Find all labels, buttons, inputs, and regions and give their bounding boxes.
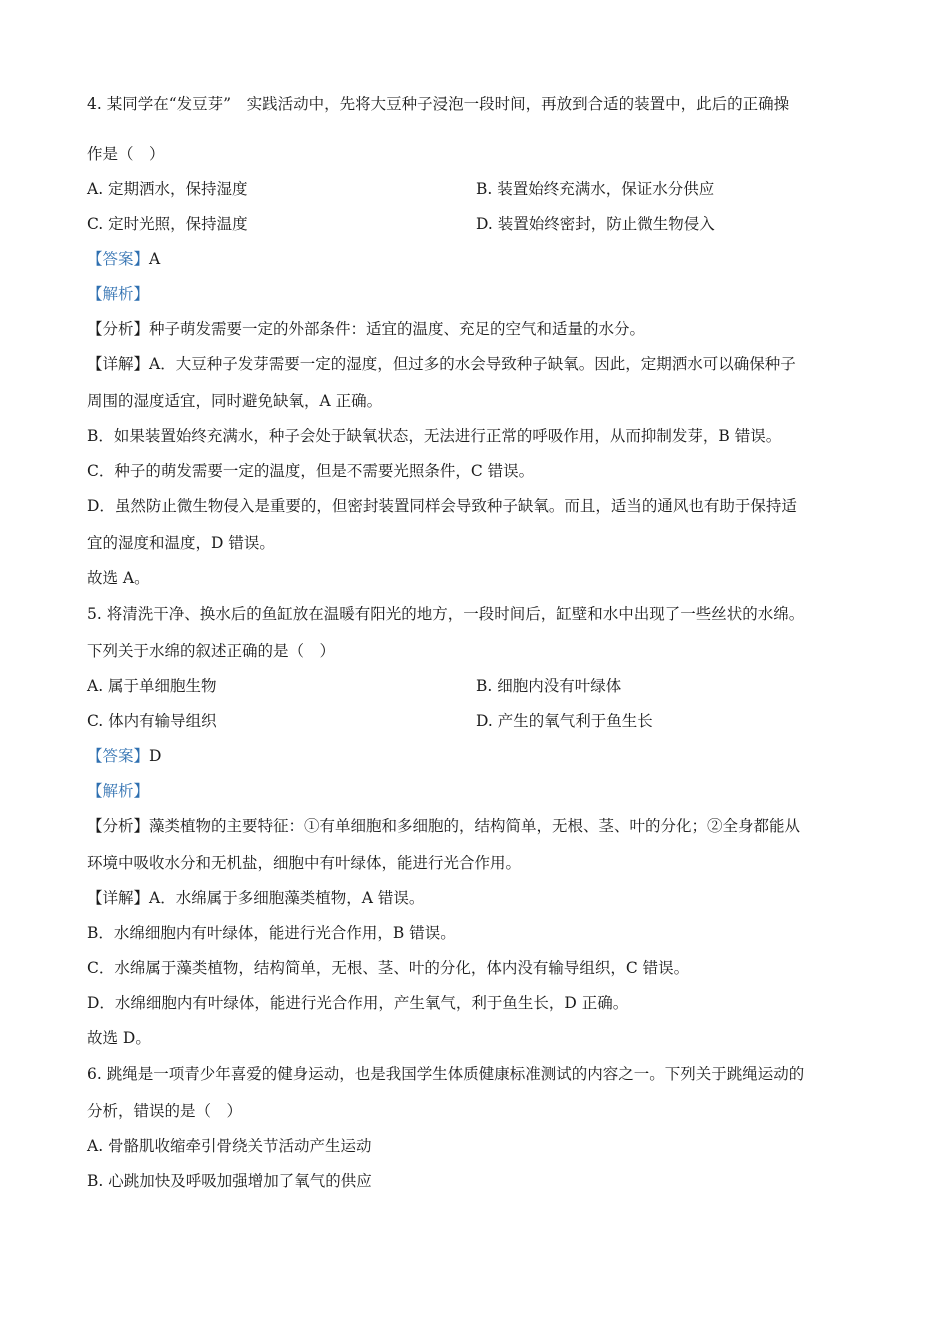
- q4-xiangjie-d-line1: D．虽然防止微生物侵入是重要的，但密封装置同样会导致种子缺氧。而且，适当的通风也有助于保持适: [87, 497, 797, 515]
- q4-option-a: A. 定期洒水，保持湿度: [87, 180, 248, 198]
- q4-xiangjie-a-line2: 周围的湿度适宜，同时避免缺氧，A 正确。: [87, 392, 383, 410]
- xiangjie-tag: 【详解】: [87, 355, 150, 373]
- fenxi-tag: 【分析】: [87, 320, 150, 338]
- q5-xiangjie-d: D．水绵细胞内有叶绿体，能进行光合作用，产生氧气，利于鱼生长，D 正确。: [87, 994, 629, 1012]
- q4-xiangjie-c: C．种子的萌发需要一定的温度，但是不需要光照条件，C 错误。: [87, 462, 535, 480]
- answer-tag: 【答案】: [87, 747, 150, 765]
- q5-xiangjie-a: [87, 887, 424, 909]
- q5-fenxi-line2: 环境中吸收水分和无机盐，细胞中有叶绿体，能进行光合作用。: [87, 854, 522, 872]
- q4-stem-line1: 4. 某同学在“发豆芽” 实践活动中，先将大豆种子浸泡一段时间，再放到合适的装置中，此后的正确操: [87, 95, 790, 113]
- q4-option-b: B. 装置始终充满水，保证水分供应: [476, 180, 715, 198]
- q4-xiangjie-a-line1: [87, 353, 796, 375]
- analysis-tag: 【解析】: [87, 782, 150, 800]
- xiangjie-tag: 【详解】: [87, 889, 150, 907]
- q4-xiangjie-d-line2: 宜的湿度和温度，D 错误。: [87, 534, 275, 552]
- q6-option-b: B. 心跳加快及呼吸加强增加了氧气的供应: [87, 1172, 372, 1190]
- fenxi-tag: 【分析】: [87, 817, 150, 835]
- q6-stem-line1: 6. 跳绳是一项青少年喜爱的健身运动，也是我国学生体质健康标准测试的内容之一。下列关于跳绳运动的: [87, 1065, 805, 1083]
- q5-option-d: D. 产生的氧气利于鱼生长: [476, 712, 653, 730]
- q5-option-c: C. 体内有输导组织: [87, 712, 217, 730]
- q4-option-c: C. 定时光照，保持温度: [87, 215, 248, 233]
- q5-xiangjie-b: B．水绵细胞内有叶绿体，能进行光合作用，B 错误。: [87, 924, 456, 942]
- q4-conclusion: 故选 A。: [87, 569, 150, 587]
- q4-stem-line2: 作是（ ）: [87, 145, 165, 163]
- q6-stem-line2: 分析，错误的是（ ）: [87, 1102, 243, 1120]
- q5-xiangjie-c: C．水绵属于藻类植物，结构简单，无根、茎、叶的分化，体内没有输导组织，C 错误。: [87, 959, 690, 977]
- q4-answer: [87, 248, 160, 270]
- q5-stem-line2: 下列关于水绵的叙述正确的是（ ）: [87, 642, 336, 660]
- q5-conclusion: 故选 D。: [87, 1029, 151, 1047]
- xiangjie-text: A．大豆种子发芽需要一定的湿度，但过多的水会导致种子缺氧。因此，定期洒水可以确保种子: [149, 355, 796, 373]
- q5-fenxi-line1: [87, 815, 800, 837]
- answer-value: A: [149, 250, 161, 268]
- q5-answer: [87, 745, 161, 767]
- q4-fenxi: [87, 318, 645, 340]
- q6-option-a: A. 骨骼肌收缩牵引骨绕关节活动产生运动: [87, 1137, 372, 1155]
- q5-option-a: A. 属于单细胞生物: [87, 677, 217, 695]
- q5-option-b: B. 细胞内没有叶绿体: [476, 677, 622, 695]
- answer-tag: 【答案】: [87, 250, 150, 268]
- q4-xiangjie-b: B．如果装置始终充满水，种子会处于缺氧状态，无法进行正常的呼吸作用，从而抑制发芽，B 错误。: [87, 427, 782, 445]
- q5-analysis-heading: [87, 780, 149, 802]
- q4-analysis-heading: [87, 283, 149, 305]
- q5-stem-line1: 5. 将清洗干净、换水后的鱼缸放在温暖有阳光的地方，一段时间后，缸壁和水中出现了一些丝状的水绵。: [87, 605, 805, 623]
- analysis-tag: 【解析】: [87, 285, 150, 303]
- fenxi-text: 藻类植物的主要特征：①有单细胞和多细胞的，结构简单，无根、茎、叶的分化；②全身都能从: [149, 817, 801, 835]
- answer-value: D: [149, 747, 162, 765]
- xiangjie-text: A．水绵属于多细胞藻类植物，A 错误。: [149, 889, 425, 907]
- fenxi-text: 种子萌发需要一定的外部条件：适宜的温度、充足的空气和适量的水分。: [149, 320, 646, 338]
- q4-option-d: D. 装置始终密封，防止微生物侵入: [476, 215, 715, 233]
